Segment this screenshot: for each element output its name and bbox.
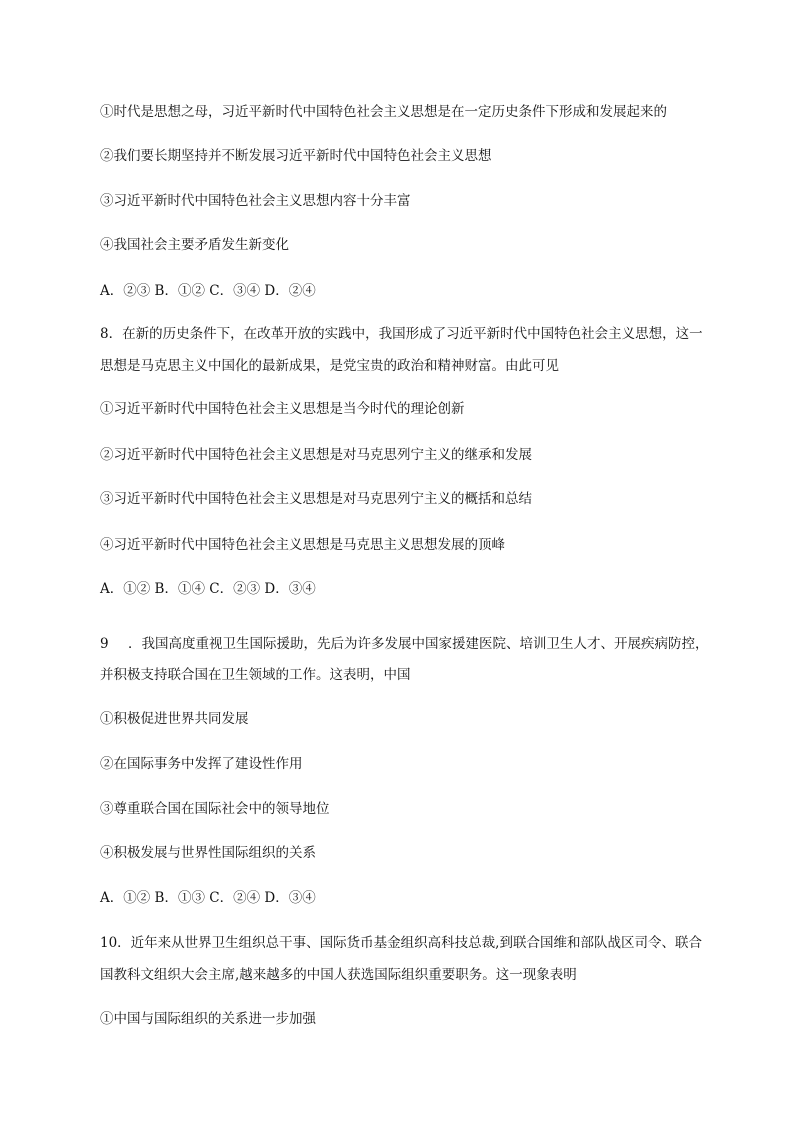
question-9-option-3: ③尊重联合国在国际社会中的领导地位: [100, 801, 330, 817]
option-3: ③习近平新时代中国特色社会主义思想内容十分丰富: [100, 193, 411, 209]
question-9-option-4: ④积极发展与世界性国际组织的关系: [100, 845, 316, 861]
question-8-option-2: ②习近平新时代中国特色社会主义思想是对马克思列宁主义的继承和发展: [100, 447, 532, 463]
question-8-stem-line-1: 8．在新的历史条件下，在改革开放的实践中，我国形成了习近平新时代中国特色社会主义思想，这一: [100, 326, 703, 342]
question-8-option-1: ①习近平新时代中国特色社会主义思想是当今时代的理论创新: [100, 401, 465, 417]
question-8-stem-line-2: 思想是马克思主义中国化的最新成果，是党宝贵的政治和精神财富。由此可见: [100, 358, 559, 374]
question-9-option-1: ①积极促进世界共同发展: [100, 711, 249, 727]
question-9-stem-line-1: ．我国高度重视卫生国际援助，先后为许多发展中国家援建医院、培训卫生人才、开展疾病防控，: [128, 636, 709, 652]
question-9-answer-choices: A．①② B．①③ C．②④ D．③④: [100, 890, 316, 906]
question-10-stem-line-1: 10．近年来从世界卫生组织总干事、国际货币基金组织高科技总裁,到联合国维和部队战区司令、联合: [100, 935, 702, 951]
question-8-answer-choices: A．①② B．①④ C．②③ D．③④: [100, 581, 316, 597]
answer-choices: A．②③ B．①② C．③④ D．②④: [100, 283, 316, 299]
question-9-stem-line-2: 并积极支持联合国在卫生领域的工作。这表明，中国: [100, 667, 411, 683]
question-8-option-4: ④习近平新时代中国特色社会主义思想是马克思主义思想发展的顶峰: [100, 537, 505, 553]
question-9-option-2: ②在国际事务中发挥了建设性作用: [100, 756, 303, 772]
question-9-number: 9: [100, 636, 109, 652]
option-2: ②我们要长期坚持并不断发展习近平新时代中国特色社会主义思想: [100, 148, 492, 164]
option-4: ④我国社会主要矛盾发生新变化: [100, 237, 289, 253]
question-10-option-1: ①中国与国际组织的关系进一步加强: [100, 1011, 316, 1027]
question-8-option-3: ③习近平新时代中国特色社会主义思想是对马克思列宁主义的概括和总结: [100, 491, 532, 507]
option-1: ①时代是思想之母，习近平新时代中国特色社会主义思想是在一定历史条件下形成和发展起来的: [100, 104, 667, 120]
question-10-stem-line-2: 国教科文组织大会主席,越来越多的中国人获选国际组织重要职务。这一现象表明: [100, 967, 577, 983]
